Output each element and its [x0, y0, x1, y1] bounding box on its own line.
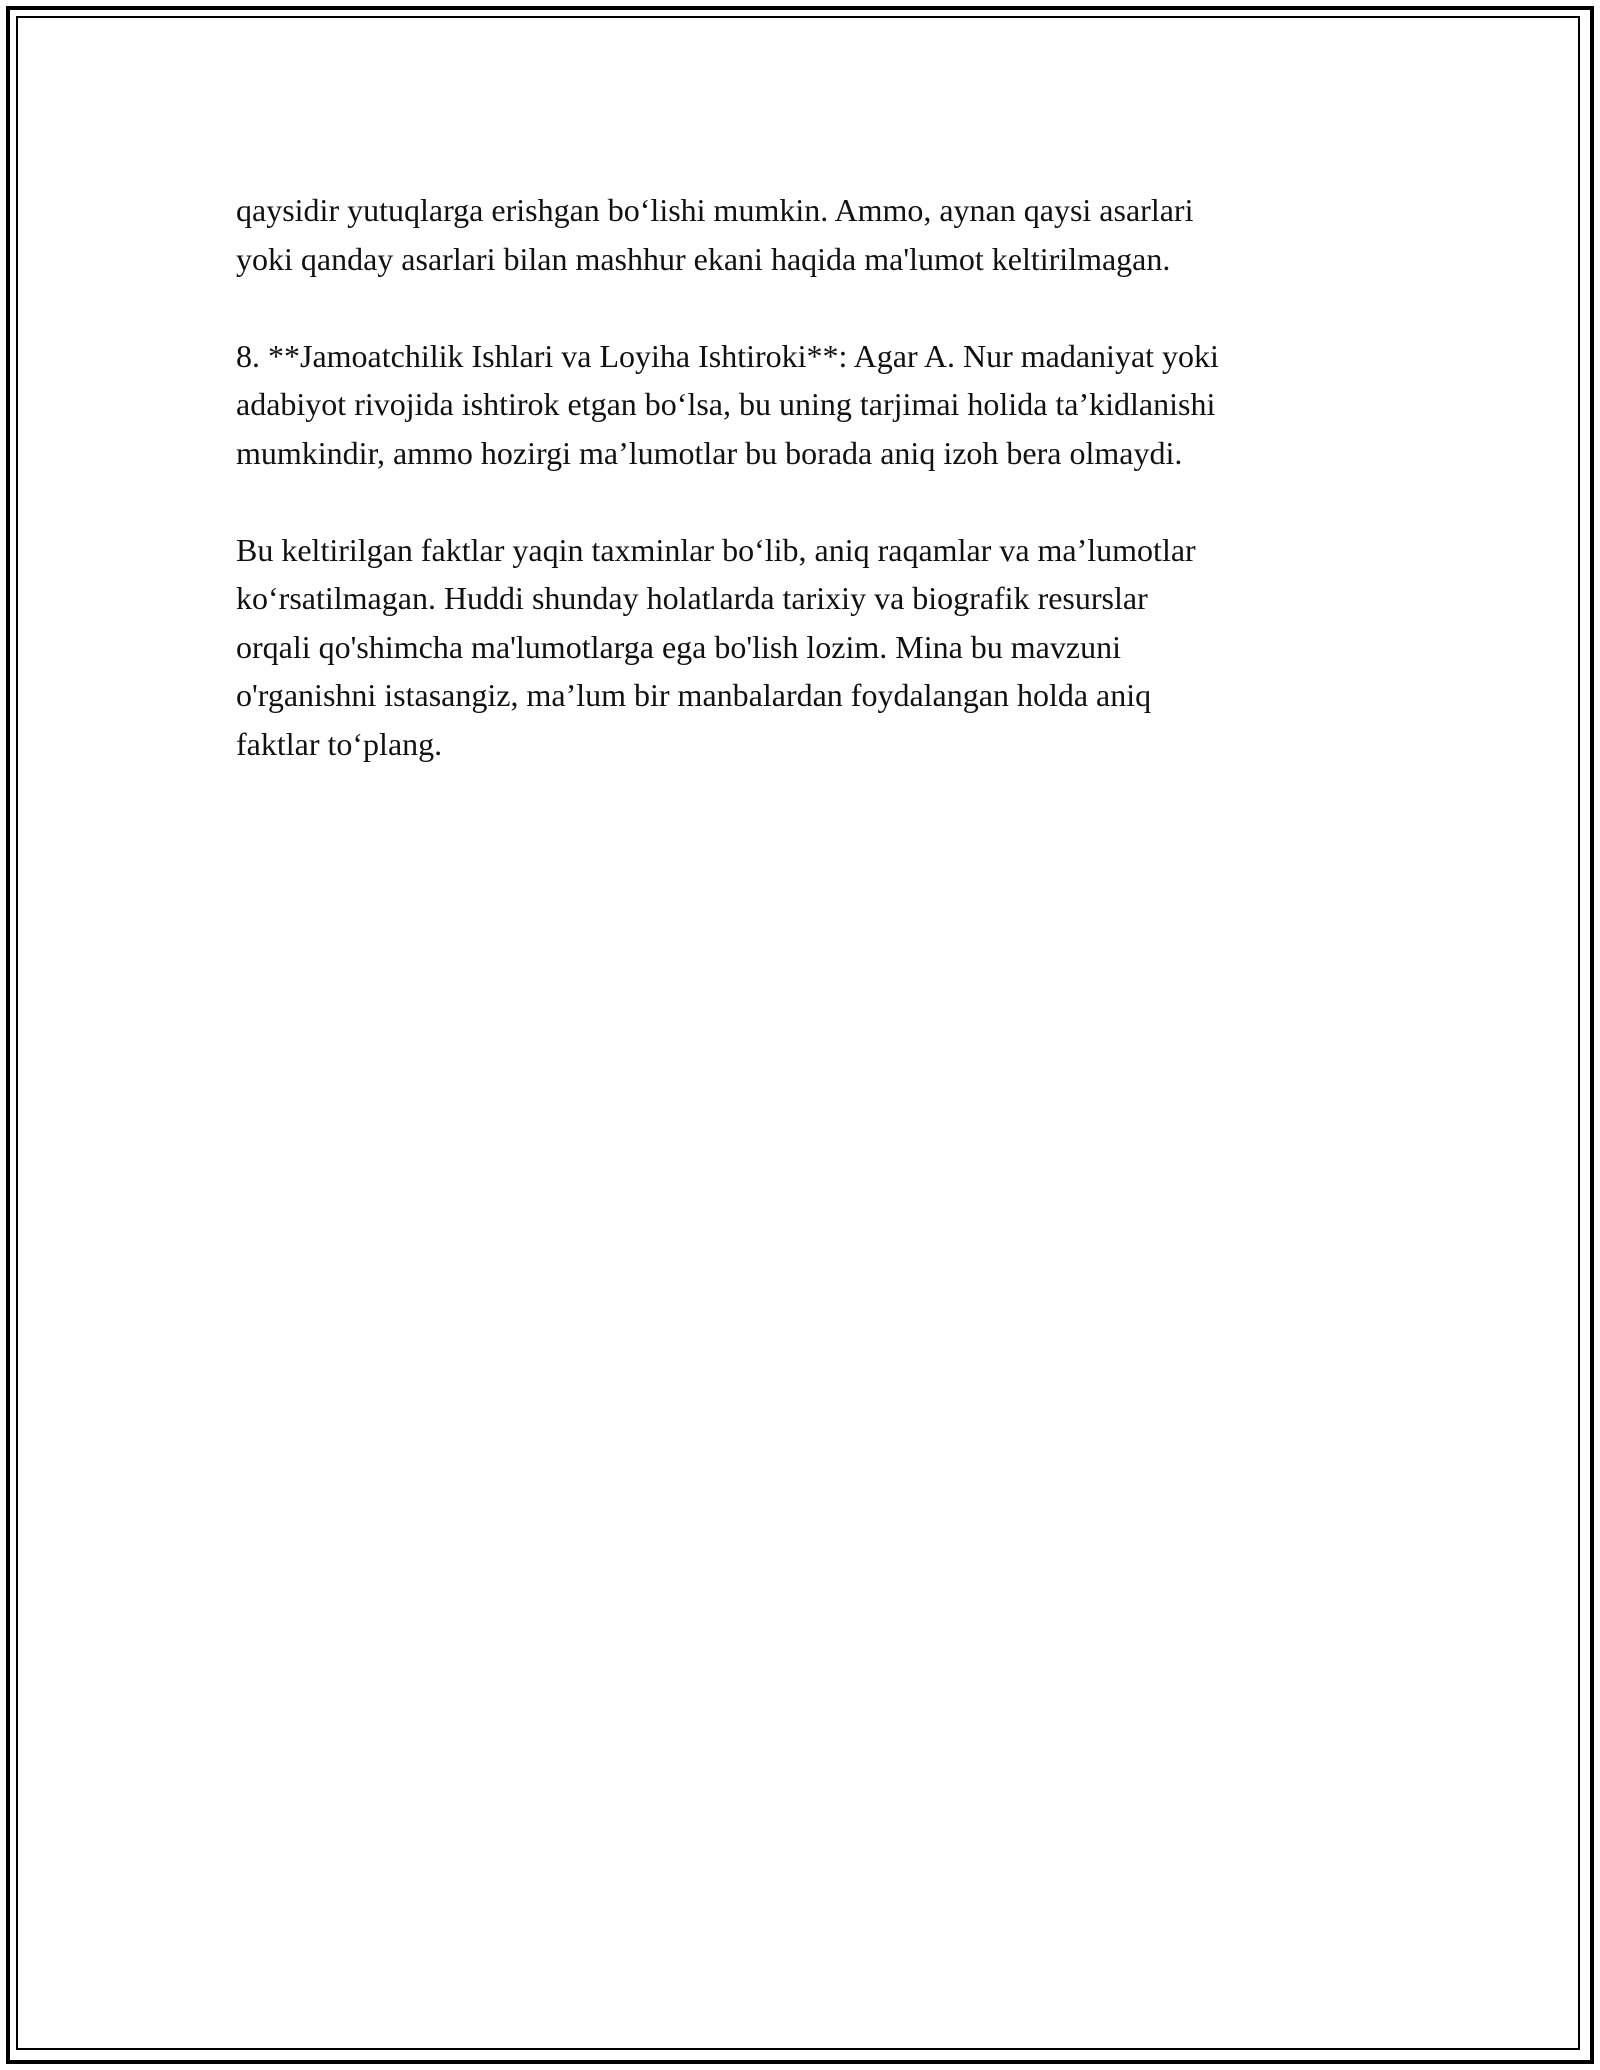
text-line: o'rganishni istasangiz, ma’lum bir manbalardan foydalangan holda aniq: [236, 677, 1152, 713]
document-body: [236, 186, 1386, 817]
paragraph-conclusion: [236, 526, 1386, 769]
text-line: qaysidir yutuqlarga erishgan bo‘lishi mumkin. Ammo, aynan qaysi asarlari: [236, 192, 1194, 228]
text-line: adabiyot rivojida ishtirok etgan bo‘lsa, bu uning tarjimai holida ta’kidlanishi: [236, 386, 1216, 422]
text-line: Bu keltirilgan faktlar yaqin taxminlar bo‘lib, aniq raqamlar va ma’lumotlar: [236, 531, 1196, 568]
text-line: mumkindir, ammo hozirgi ma’lumotlar bu borada aniq izoh bera olmaydi.: [236, 434, 1183, 471]
paragraph-achievements: [236, 186, 1386, 283]
text-line: orqali qo'shimcha ma'lumotlarga ega bo'lish lozim. Mina bu mavzuni: [236, 628, 1121, 665]
text-line: 8. **Jamoatchilik Ishlari va Loyiha Ishtiroki**: Agar A. Nur madaniyat yoki: [236, 337, 1219, 374]
text-line: ko‘rsatilmagan. Huddi shunday holatlarda tarixiy va biografik resurslar: [236, 580, 1148, 616]
text-line: faktlar to‘plang.: [236, 725, 443, 762]
text-line: yoki qanday asarlari bilan mashhur ekani haqida ma'lumot keltirilmagan.: [236, 240, 1171, 277]
paragraph-public-work: [236, 332, 1386, 478]
